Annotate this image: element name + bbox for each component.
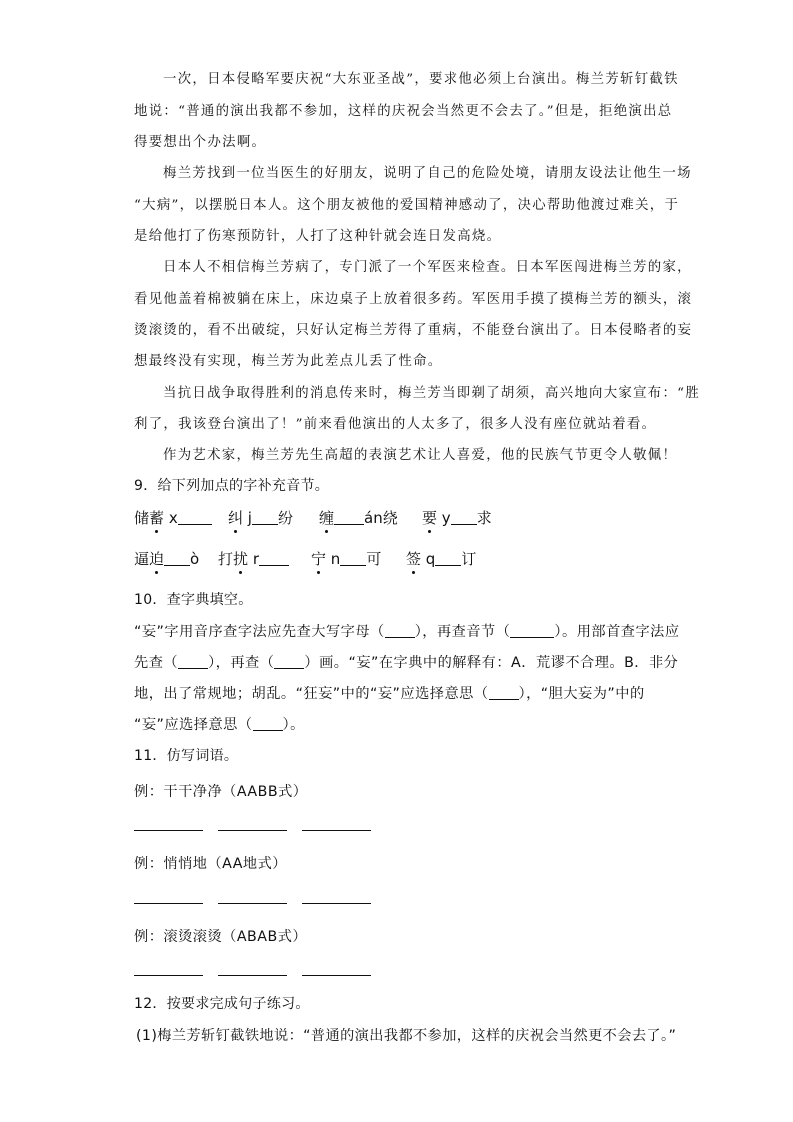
answer-blank[interactable]	[253, 716, 283, 731]
passage-line: 看见他盖着棉被躺在床上，床边桌子上放着很多药。军医用手摸了摸梅兰芳的额头，滚	[134, 292, 693, 307]
pinyin-item: 缠 án绕	[319, 509, 398, 527]
passage-line: 烫滚烫的，看不出破绽，只好认定梅兰芳得了重病，不能登台演出了。日本侵略者的妄	[134, 323, 693, 338]
answer-blank[interactable]	[274, 654, 304, 669]
question-10-line: “妄”应选择意思（ ）。	[134, 717, 305, 733]
pinyin-blank[interactable]	[259, 551, 289, 566]
passage-line: 得要想出个办法啊。	[134, 135, 267, 150]
question-10-line: “妄”字用音序查字法应先查大写字母（ ），再查音节（ ）。用部首查字法应	[134, 624, 680, 640]
answer-line[interactable]	[218, 830, 287, 831]
answer-blank[interactable]	[385, 623, 415, 638]
passage-line: “大病”，以摆脱日本人。这个朋友被他的爱国精神感动了，决心帮助他渡过难关，于	[134, 198, 680, 213]
passage-line: 是给他打了伤寒预防针，人打了这种针就会连日发高烧。	[134, 229, 502, 244]
question-10-title: 10．查字典填空。	[134, 592, 253, 608]
question-12-item-1: (1)梅兰芳斩钉截铁地说：“普通的演出我都不参加，这样的庆祝会当然更不会去了。”	[136, 1028, 677, 1044]
pinyin-blank[interactable]	[252, 510, 278, 525]
pinyin-item: 打扰 r	[218, 548, 289, 569]
pinyin-item: 宁 n 可	[311, 550, 382, 568]
passage-line: 一次，日本侵略军要庆祝“大东亚圣战”，要求他必须上台演出。梅兰芳斩钉截铁	[163, 72, 679, 87]
pinyin-blank[interactable]	[340, 551, 366, 566]
answer-line[interactable]	[134, 975, 203, 976]
answer-line[interactable]	[218, 903, 287, 904]
question-10-line: 先查（ ），再查（ ）画。“妄”在字典中的解释有：A．荒谬不合理。B．非分	[134, 655, 679, 671]
passage-line: 想最终没有实现，梅兰芳为此差点儿丢了性命。	[134, 354, 443, 369]
answer-line[interactable]	[302, 830, 371, 831]
answer-line[interactable]	[302, 975, 371, 976]
answer-line[interactable]	[134, 903, 203, 904]
passage-line: 地说：“普通的演出我都不参加，这样的庆祝会当然更不会去了。”但是，拒绝演出总	[134, 104, 673, 119]
passage-line: 利了，我该登台演出了！”前来看他演出的人太多了，很多人没有座位就站着看。	[134, 417, 657, 432]
question-10-line: 地，出了常规地；胡乱。“狂妄”中的“妄”应选择意思（ ），“胆大妄为”中的	[134, 686, 645, 702]
example-aabb: 例：干干净净（AABB式）	[134, 784, 308, 800]
question-11-title: 11．仿写词语。	[134, 748, 239, 764]
passage-line: 作为艺术家，梅兰芳先生高超的表演艺术让人喜爱，他的民族气节更令人敬佩！	[163, 448, 678, 463]
pinyin-item: 签 q 订	[406, 550, 477, 568]
answer-blank[interactable]	[489, 685, 519, 700]
pinyin-blank[interactable]	[435, 551, 461, 566]
example-aa-di: 例：悄悄地（AA地式）	[134, 856, 287, 872]
passage-line: 日本人不相信梅兰芳病了，专门派了一个军医来检查。日本军医闯进梅兰芳的家，	[163, 260, 692, 275]
answer-line[interactable]	[134, 830, 203, 831]
answer-blank[interactable]	[510, 623, 554, 638]
pinyin-blank[interactable]	[451, 510, 477, 525]
pinyin-item: 储蓄 x	[134, 507, 212, 528]
pinyin-blank[interactable]	[334, 510, 364, 525]
pinyin-item: 要 y 求	[422, 509, 492, 527]
pinyin-blank[interactable]	[164, 551, 190, 566]
pinyin-item: 纠 j 纷	[228, 509, 293, 527]
passage-line: 梅兰芳找到一位当医生的好朋友，说明了自己的危险处境，请朋友设法让他生一场	[163, 166, 692, 181]
pinyin-blank[interactable]	[178, 510, 212, 525]
example-abab: 例：滚烫滚烫（ABAB式）	[134, 929, 308, 945]
passage-line: 当抗日战争取得胜利的消息传来时，梅兰芳当即剃了胡须，高兴地向大家宣布：“胜	[163, 386, 701, 401]
question-9-title: 9．给下列加点的字补充音节。	[134, 478, 330, 494]
pinyin-item: 逼迫 ò	[134, 550, 200, 568]
answer-line[interactable]	[218, 975, 287, 976]
answer-line[interactable]	[302, 903, 371, 904]
question-12-title: 12．按要求完成句子练习。	[134, 996, 310, 1012]
answer-blank[interactable]	[178, 654, 208, 669]
